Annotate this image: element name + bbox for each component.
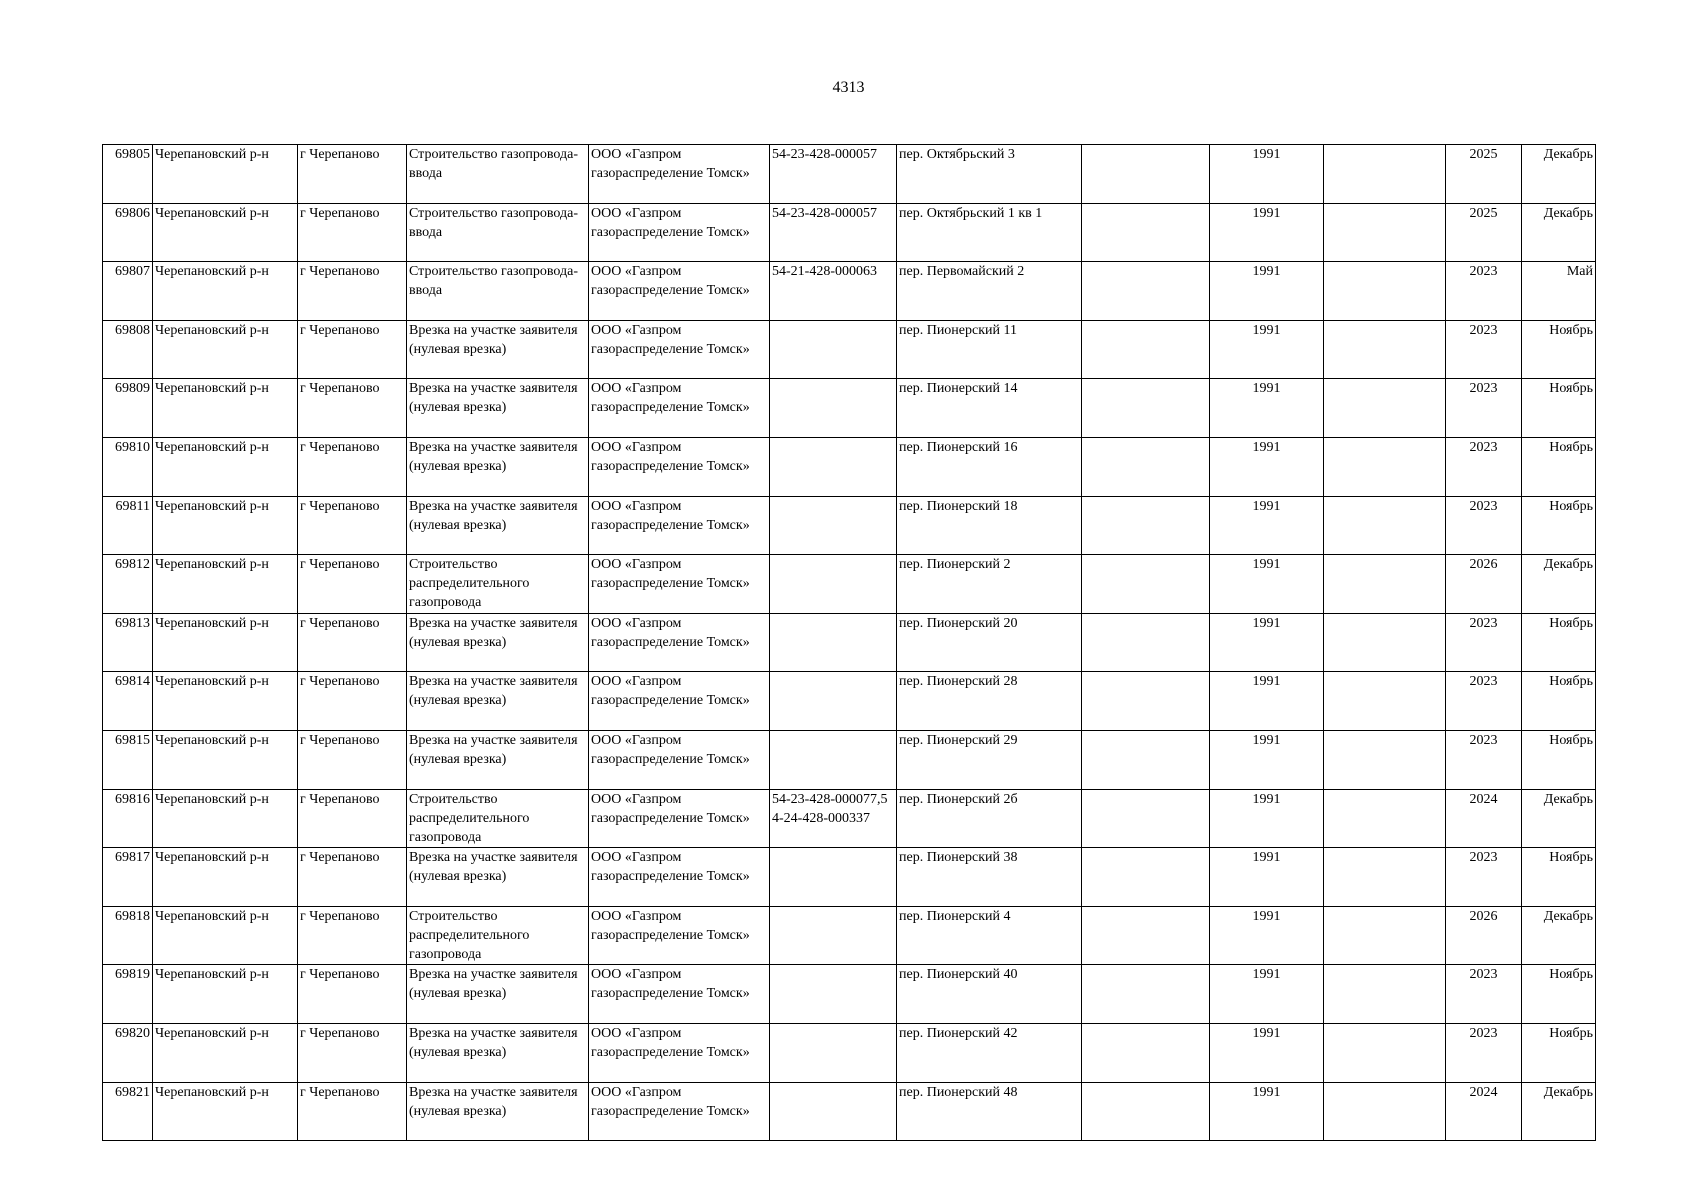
empty-cell	[1324, 145, 1446, 204]
work-type-cell: Врезка на участке заявителя (нулевая врезка)	[407, 496, 589, 555]
plan-year-cell: 2024	[1446, 789, 1522, 848]
empty-cell	[1324, 203, 1446, 262]
plan-month-cell: Ноябрь	[1522, 320, 1596, 379]
empty-cell	[1324, 906, 1446, 965]
row-number-cell: 69805	[103, 145, 153, 204]
district-cell: Черепановский р-н	[153, 262, 298, 321]
year-cell: 1991	[1210, 496, 1324, 555]
table-row	[103, 145, 1596, 204]
year-cell: 1991	[1210, 848, 1324, 907]
year-cell: 1991	[1210, 672, 1324, 731]
locality-cell: г Черепаново	[298, 203, 407, 262]
work-type-cell: Врезка на участке заявителя (нулевая врезка)	[407, 379, 589, 438]
cadastral-number-cell	[770, 965, 897, 1024]
page-number: 4313	[832, 79, 865, 96]
row-number-cell: 69813	[103, 613, 153, 672]
cadastral-number-cell	[770, 320, 897, 379]
district-cell: Черепановский р-н	[153, 789, 298, 848]
cadastral-number-cell	[770, 613, 897, 672]
work-type-cell: Врезка на участке заявителя (нулевая врезка)	[407, 730, 589, 789]
organization-cell: ООО «Газпром газораспределение Томск»	[589, 906, 770, 965]
district-cell: Черепановский р-н	[153, 1082, 298, 1141]
row-number-cell: 69810	[103, 437, 153, 496]
year-cell: 1991	[1210, 262, 1324, 321]
table-row	[103, 965, 1596, 1024]
empty-cell	[1324, 848, 1446, 907]
table-body	[103, 145, 1596, 1141]
cadastral-number-cell	[770, 906, 897, 965]
row-number-cell: 69806	[103, 203, 153, 262]
district-cell: Черепановский р-н	[153, 613, 298, 672]
plan-month-cell: Декабрь	[1522, 1082, 1596, 1141]
empty-cell	[1082, 262, 1210, 321]
plan-year-cell: 2023	[1446, 1023, 1522, 1082]
plan-year-cell: 2023	[1446, 613, 1522, 672]
year-cell: 1991	[1210, 613, 1324, 672]
empty-cell	[1082, 965, 1210, 1024]
year-cell: 1991	[1210, 789, 1324, 848]
year-cell: 1991	[1210, 379, 1324, 438]
locality-cell: г Черепаново	[298, 672, 407, 731]
plan-month-cell: Ноябрь	[1522, 379, 1596, 438]
work-type-cell: Строительство распределительного газопровода	[407, 555, 589, 614]
table-row	[103, 379, 1596, 438]
organization-cell: ООО «Газпром газораспределение Томск»	[589, 730, 770, 789]
empty-cell	[1082, 730, 1210, 789]
work-type-cell: Врезка на участке заявителя (нулевая врезка)	[407, 320, 589, 379]
table-row	[103, 613, 1596, 672]
locality-cell: г Черепаново	[298, 437, 407, 496]
table-row	[103, 730, 1596, 789]
empty-cell	[1082, 320, 1210, 379]
empty-cell	[1082, 789, 1210, 848]
district-cell: Черепановский р-н	[153, 203, 298, 262]
empty-cell	[1324, 672, 1446, 731]
locality-cell: г Черепаново	[298, 730, 407, 789]
plan-year-cell: 2023	[1446, 379, 1522, 438]
address-cell: пер. Пионерский 2	[897, 555, 1082, 614]
table-row	[103, 1023, 1596, 1082]
table-row	[103, 1082, 1596, 1141]
address-cell: пер. Пионерский 48	[897, 1082, 1082, 1141]
organization-cell: ООО «Газпром газораспределение Томск»	[589, 965, 770, 1024]
district-cell: Черепановский р-н	[153, 672, 298, 731]
empty-cell	[1324, 262, 1446, 321]
district-cell: Черепановский р-н	[153, 496, 298, 555]
plan-year-cell: 2023	[1446, 262, 1522, 321]
address-cell: пер. Пионерский 38	[897, 848, 1082, 907]
address-cell: пер. Пионерский 42	[897, 1023, 1082, 1082]
work-type-cell: Строительство газопровода-ввода	[407, 262, 589, 321]
empty-cell	[1324, 496, 1446, 555]
table-row	[103, 496, 1596, 555]
organization-cell: ООО «Газпром газораспределение Томск»	[589, 203, 770, 262]
locality-cell: г Черепаново	[298, 613, 407, 672]
table-row	[103, 262, 1596, 321]
address-cell: пер. Пионерский 29	[897, 730, 1082, 789]
plan-year-cell: 2024	[1446, 1082, 1522, 1141]
address-cell: пер. Октябрьский 3	[897, 145, 1082, 204]
work-type-cell: Врезка на участке заявителя (нулевая врезка)	[407, 1023, 589, 1082]
plan-year-cell: 2026	[1446, 555, 1522, 614]
cadastral-number-cell	[770, 555, 897, 614]
district-cell: Черепановский р-н	[153, 320, 298, 379]
empty-cell	[1082, 437, 1210, 496]
plan-month-cell: Ноябрь	[1522, 437, 1596, 496]
address-cell: пер. Первомайский 2	[897, 262, 1082, 321]
year-cell: 1991	[1210, 1082, 1324, 1141]
gas-register-table	[102, 144, 1596, 1141]
locality-cell: г Черепаново	[298, 262, 407, 321]
district-cell: Черепановский р-н	[153, 965, 298, 1024]
plan-month-cell: Ноябрь	[1522, 730, 1596, 789]
organization-cell: ООО «Газпром газораспределение Томск»	[589, 1023, 770, 1082]
row-number-cell: 69817	[103, 848, 153, 907]
row-number-cell: 69820	[103, 1023, 153, 1082]
plan-month-cell: Декабрь	[1522, 145, 1596, 204]
address-cell: пер. Пионерский 20	[897, 613, 1082, 672]
plan-year-cell: 2023	[1446, 496, 1522, 555]
plan-year-cell: 2023	[1446, 965, 1522, 1024]
locality-cell: г Черепаново	[298, 496, 407, 555]
address-cell: пер. Пионерский 18	[897, 496, 1082, 555]
cadastral-number-cell	[770, 1023, 897, 1082]
empty-cell	[1082, 613, 1210, 672]
empty-cell	[1082, 672, 1210, 731]
cadastral-number-cell	[770, 496, 897, 555]
address-cell: пер. Пионерский 28	[897, 672, 1082, 731]
cadastral-number-cell: 54-23-428-000057	[770, 203, 897, 262]
plan-year-cell: 2025	[1446, 145, 1522, 204]
locality-cell: г Черепаново	[298, 848, 407, 907]
work-type-cell: Строительство газопровода-ввода	[407, 145, 589, 204]
district-cell: Черепановский р-н	[153, 848, 298, 907]
year-cell: 1991	[1210, 730, 1324, 789]
table-row	[103, 203, 1596, 262]
row-number-cell: 69821	[103, 1082, 153, 1141]
organization-cell: ООО «Газпром газораспределение Томск»	[589, 496, 770, 555]
cadastral-number-cell	[770, 672, 897, 731]
year-cell: 1991	[1210, 965, 1324, 1024]
empty-cell	[1324, 1023, 1446, 1082]
empty-cell	[1324, 320, 1446, 379]
plan-year-cell: 2023	[1446, 437, 1522, 496]
row-number-cell: 69811	[103, 496, 153, 555]
table-row	[103, 848, 1596, 907]
empty-cell	[1324, 613, 1446, 672]
cadastral-number-cell: 54-23-428-000077,54-24-428-000337	[770, 789, 897, 848]
address-cell: пер. Пионерский 16	[897, 437, 1082, 496]
organization-cell: ООО «Газпром газораспределение Томск»	[589, 789, 770, 848]
year-cell: 1991	[1210, 1023, 1324, 1082]
table-row	[103, 789, 1596, 848]
organization-cell: ООО «Газпром газораспределение Томск»	[589, 145, 770, 204]
plan-month-cell: Ноябрь	[1522, 965, 1596, 1024]
empty-cell	[1082, 555, 1210, 614]
empty-cell	[1324, 965, 1446, 1024]
plan-month-cell: Декабрь	[1522, 555, 1596, 614]
address-cell: пер. Пионерский 11	[897, 320, 1082, 379]
work-type-cell: Врезка на участке заявителя (нулевая врезка)	[407, 1082, 589, 1141]
year-cell: 1991	[1210, 906, 1324, 965]
locality-cell: г Черепаново	[298, 320, 407, 379]
organization-cell: ООО «Газпром газораспределение Томск»	[589, 672, 770, 731]
row-number-cell: 69808	[103, 320, 153, 379]
empty-cell	[1324, 789, 1446, 848]
organization-cell: ООО «Газпром газораспределение Томск»	[589, 320, 770, 379]
year-cell: 1991	[1210, 555, 1324, 614]
locality-cell: г Черепаново	[298, 1023, 407, 1082]
address-cell: пер. Пионерский 14	[897, 379, 1082, 438]
district-cell: Черепановский р-н	[153, 730, 298, 789]
work-type-cell: Врезка на участке заявителя (нулевая врезка)	[407, 437, 589, 496]
row-number-cell: 69815	[103, 730, 153, 789]
work-type-cell: Врезка на участке заявителя (нулевая врезка)	[407, 965, 589, 1024]
empty-cell	[1082, 906, 1210, 965]
locality-cell: г Черепаново	[298, 379, 407, 438]
year-cell: 1991	[1210, 145, 1324, 204]
cadastral-number-cell	[770, 379, 897, 438]
work-type-cell: Врезка на участке заявителя (нулевая врезка)	[407, 613, 589, 672]
empty-cell	[1082, 1082, 1210, 1141]
address-cell: пер. Пионерский 4	[897, 906, 1082, 965]
empty-cell	[1324, 555, 1446, 614]
address-cell: пер. Пионерский 40	[897, 965, 1082, 1024]
year-cell: 1991	[1210, 437, 1324, 496]
locality-cell: г Черепаново	[298, 906, 407, 965]
locality-cell: г Черепаново	[298, 965, 407, 1024]
row-number-cell: 69818	[103, 906, 153, 965]
organization-cell: ООО «Газпром газораспределение Томск»	[589, 437, 770, 496]
empty-cell	[1082, 379, 1210, 438]
plan-month-cell: Декабрь	[1522, 789, 1596, 848]
address-cell: пер. Пионерский 2б	[897, 789, 1082, 848]
address-cell: пер. Октябрьский 1 кв 1	[897, 203, 1082, 262]
row-number-cell: 69812	[103, 555, 153, 614]
locality-cell: г Черепаново	[298, 789, 407, 848]
row-number-cell: 69816	[103, 789, 153, 848]
plan-year-cell: 2023	[1446, 848, 1522, 907]
organization-cell: ООО «Газпром газораспределение Томск»	[589, 379, 770, 438]
locality-cell: г Черепаново	[298, 555, 407, 614]
district-cell: Черепановский р-н	[153, 906, 298, 965]
plan-month-cell: Ноябрь	[1522, 848, 1596, 907]
locality-cell: г Черепаново	[298, 145, 407, 204]
organization-cell: ООО «Газпром газораспределение Томск»	[589, 262, 770, 321]
plan-month-cell: Ноябрь	[1522, 613, 1596, 672]
cadastral-number-cell	[770, 730, 897, 789]
table-row	[103, 555, 1596, 614]
empty-cell	[1082, 848, 1210, 907]
cadastral-number-cell: 54-21-428-000063	[770, 262, 897, 321]
organization-cell: ООО «Газпром газораспределение Томск»	[589, 848, 770, 907]
district-cell: Черепановский р-н	[153, 145, 298, 204]
plan-month-cell: Ноябрь	[1522, 672, 1596, 731]
plan-month-cell: Декабрь	[1522, 203, 1596, 262]
plan-month-cell: Декабрь	[1522, 906, 1596, 965]
work-type-cell: Строительство газопровода-ввода	[407, 203, 589, 262]
table-row	[103, 906, 1596, 965]
plan-month-cell: Ноябрь	[1522, 1023, 1596, 1082]
work-type-cell: Строительство распределительного газопровода	[407, 906, 589, 965]
plan-month-cell: Ноябрь	[1522, 496, 1596, 555]
plan-month-cell: Май	[1522, 262, 1596, 321]
plan-year-cell: 2025	[1446, 203, 1522, 262]
district-cell: Черепановский р-н	[153, 1023, 298, 1082]
year-cell: 1991	[1210, 320, 1324, 379]
empty-cell	[1324, 437, 1446, 496]
empty-cell	[1082, 145, 1210, 204]
district-cell: Черепановский р-н	[153, 379, 298, 438]
plan-year-cell: 2023	[1446, 320, 1522, 379]
district-cell: Черепановский р-н	[153, 555, 298, 614]
plan-year-cell: 2026	[1446, 906, 1522, 965]
cadastral-number-cell	[770, 1082, 897, 1141]
empty-cell	[1324, 379, 1446, 438]
table-row	[103, 320, 1596, 379]
cadastral-number-cell: 54-23-428-000057	[770, 145, 897, 204]
organization-cell: ООО «Газпром газораспределение Томск»	[589, 613, 770, 672]
row-number-cell: 69807	[103, 262, 153, 321]
empty-cell	[1324, 730, 1446, 789]
cadastral-number-cell	[770, 848, 897, 907]
empty-cell	[1082, 1023, 1210, 1082]
empty-cell	[1082, 496, 1210, 555]
work-type-cell: Врезка на участке заявителя (нулевая врезка)	[407, 672, 589, 731]
cadastral-number-cell	[770, 437, 897, 496]
table-row	[103, 437, 1596, 496]
row-number-cell: 69809	[103, 379, 153, 438]
locality-cell: г Черепаново	[298, 1082, 407, 1141]
empty-cell	[1082, 203, 1210, 262]
plan-year-cell: 2023	[1446, 672, 1522, 731]
row-number-cell: 69814	[103, 672, 153, 731]
table-row	[103, 672, 1596, 731]
organization-cell: ООО «Газпром газораспределение Томск»	[589, 1082, 770, 1141]
empty-cell	[1324, 1082, 1446, 1141]
district-cell: Черепановский р-н	[153, 437, 298, 496]
work-type-cell: Строительство распределительного газопровода	[407, 789, 589, 848]
plan-year-cell: 2023	[1446, 730, 1522, 789]
year-cell: 1991	[1210, 203, 1324, 262]
organization-cell: ООО «Газпром газораспределение Томск»	[589, 555, 770, 614]
work-type-cell: Врезка на участке заявителя (нулевая врезка)	[407, 848, 589, 907]
row-number-cell: 69819	[103, 965, 153, 1024]
